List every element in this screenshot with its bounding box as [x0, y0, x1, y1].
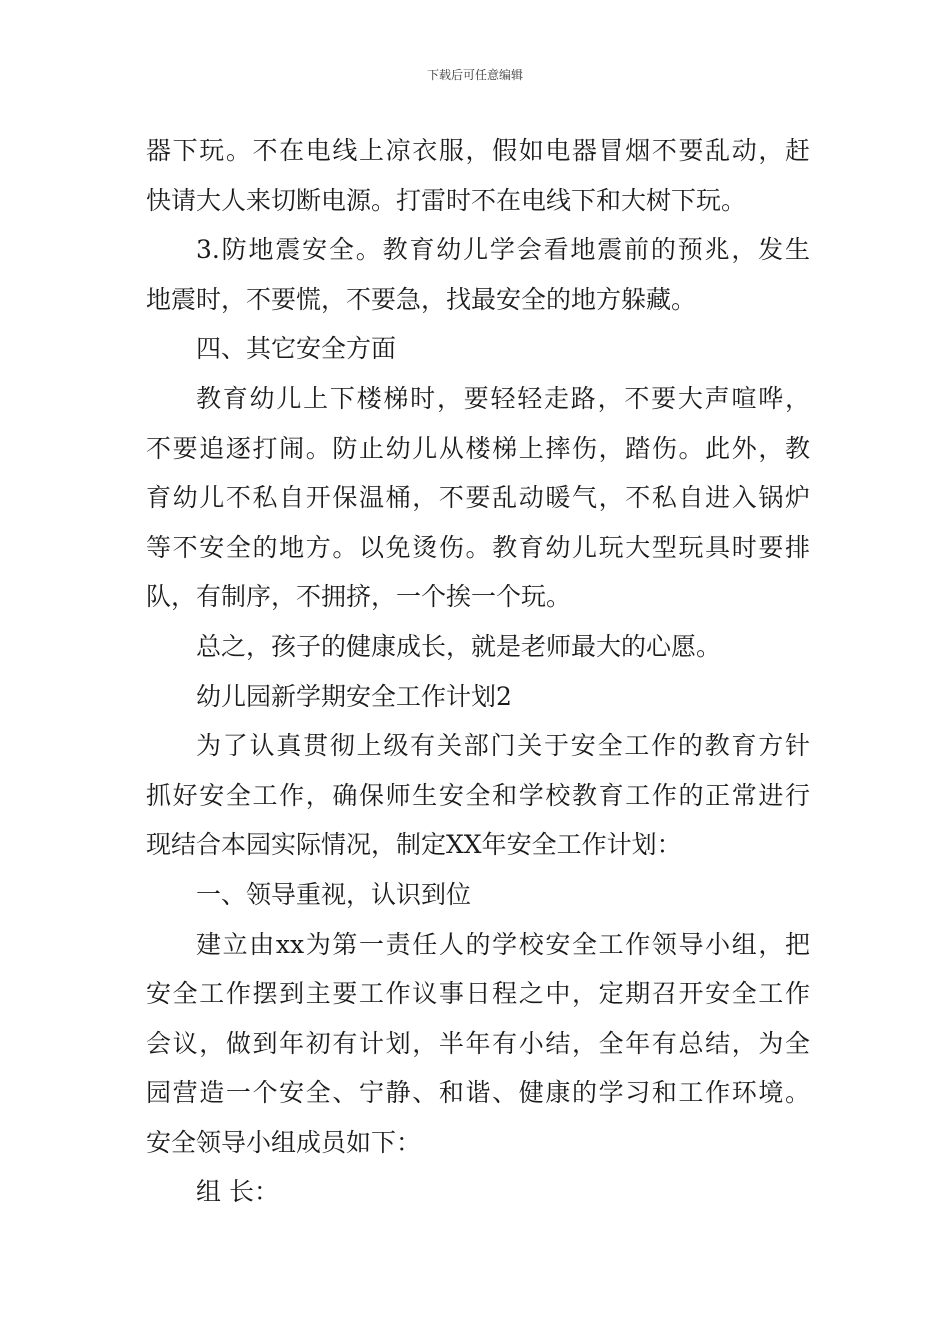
text-line: 为了认真贯彻上级有关部门关于安全工作的教育方针 [196, 731, 810, 761]
text-line: 一、领导重视，认识到位 [196, 879, 472, 909]
text-line: 地震时，不要慌，不要急，找最安全的地方躲藏。 [146, 284, 697, 314]
text-line: 队，有制序，不拥挤，一个挨一个玩。 [146, 582, 572, 612]
text-line: 育幼儿不私自开保温桶，不要乱动暖气，不私自进入锅炉 [146, 483, 810, 513]
text-line: 建立由xx为第一责任人的学校安全工作领导小组，把 [196, 929, 810, 959]
text-line: 教育幼儿上下楼梯时，要轻轻走路，不要大声喧哗， [196, 383, 810, 413]
text-line: 总之，孩子的健康成长，就是老师最大的心愿。 [196, 631, 722, 661]
document-body [146, 126, 810, 1217]
text-line: 会议，做到年初有计划，半年有小结，全年有总结，为全 [146, 1028, 810, 1058]
text-line: 安全工作摆到主要工作议事日程之中，定期召开安全工作 [146, 979, 810, 1009]
text-line: 组 长： [196, 1177, 279, 1207]
text-line: 器下玩。不在电线上凉衣服，假如电器冒烟不要乱动，赶 [146, 136, 810, 165]
text-line: 快请大人来切断电源。打雷时不在电线下和大树下玩。 [146, 185, 747, 215]
text-line: 3.防地震安全。教育幼儿学会看地震前的预兆，发生 [196, 235, 810, 265]
text-line: 抓好安全工作，确保师生安全和学校教育工作的正常进行 [146, 780, 810, 810]
page-header: 下载后可任意编辑 [426, 68, 523, 82]
text-line: 现结合本园实际情况，制定XX年安全工作计划： [146, 830, 682, 860]
text-line: 幼儿园新学期安全工作计划2 [196, 681, 512, 711]
text-line: 园营造一个安全、宁静、和谐、健康的学习和工作环境。 [146, 1078, 810, 1108]
text-line: 不要追逐打闹。防止幼儿从楼梯上摔伤，踏伤。此外，教 [146, 433, 810, 463]
text-line: 安全领导小组成员如下： [146, 1127, 422, 1157]
text-line: 等不安全的地方。以免烫伤。教育幼儿玩大型玩具时要排 [146, 532, 810, 562]
text-line: 四、其它安全方面 [196, 334, 397, 364]
